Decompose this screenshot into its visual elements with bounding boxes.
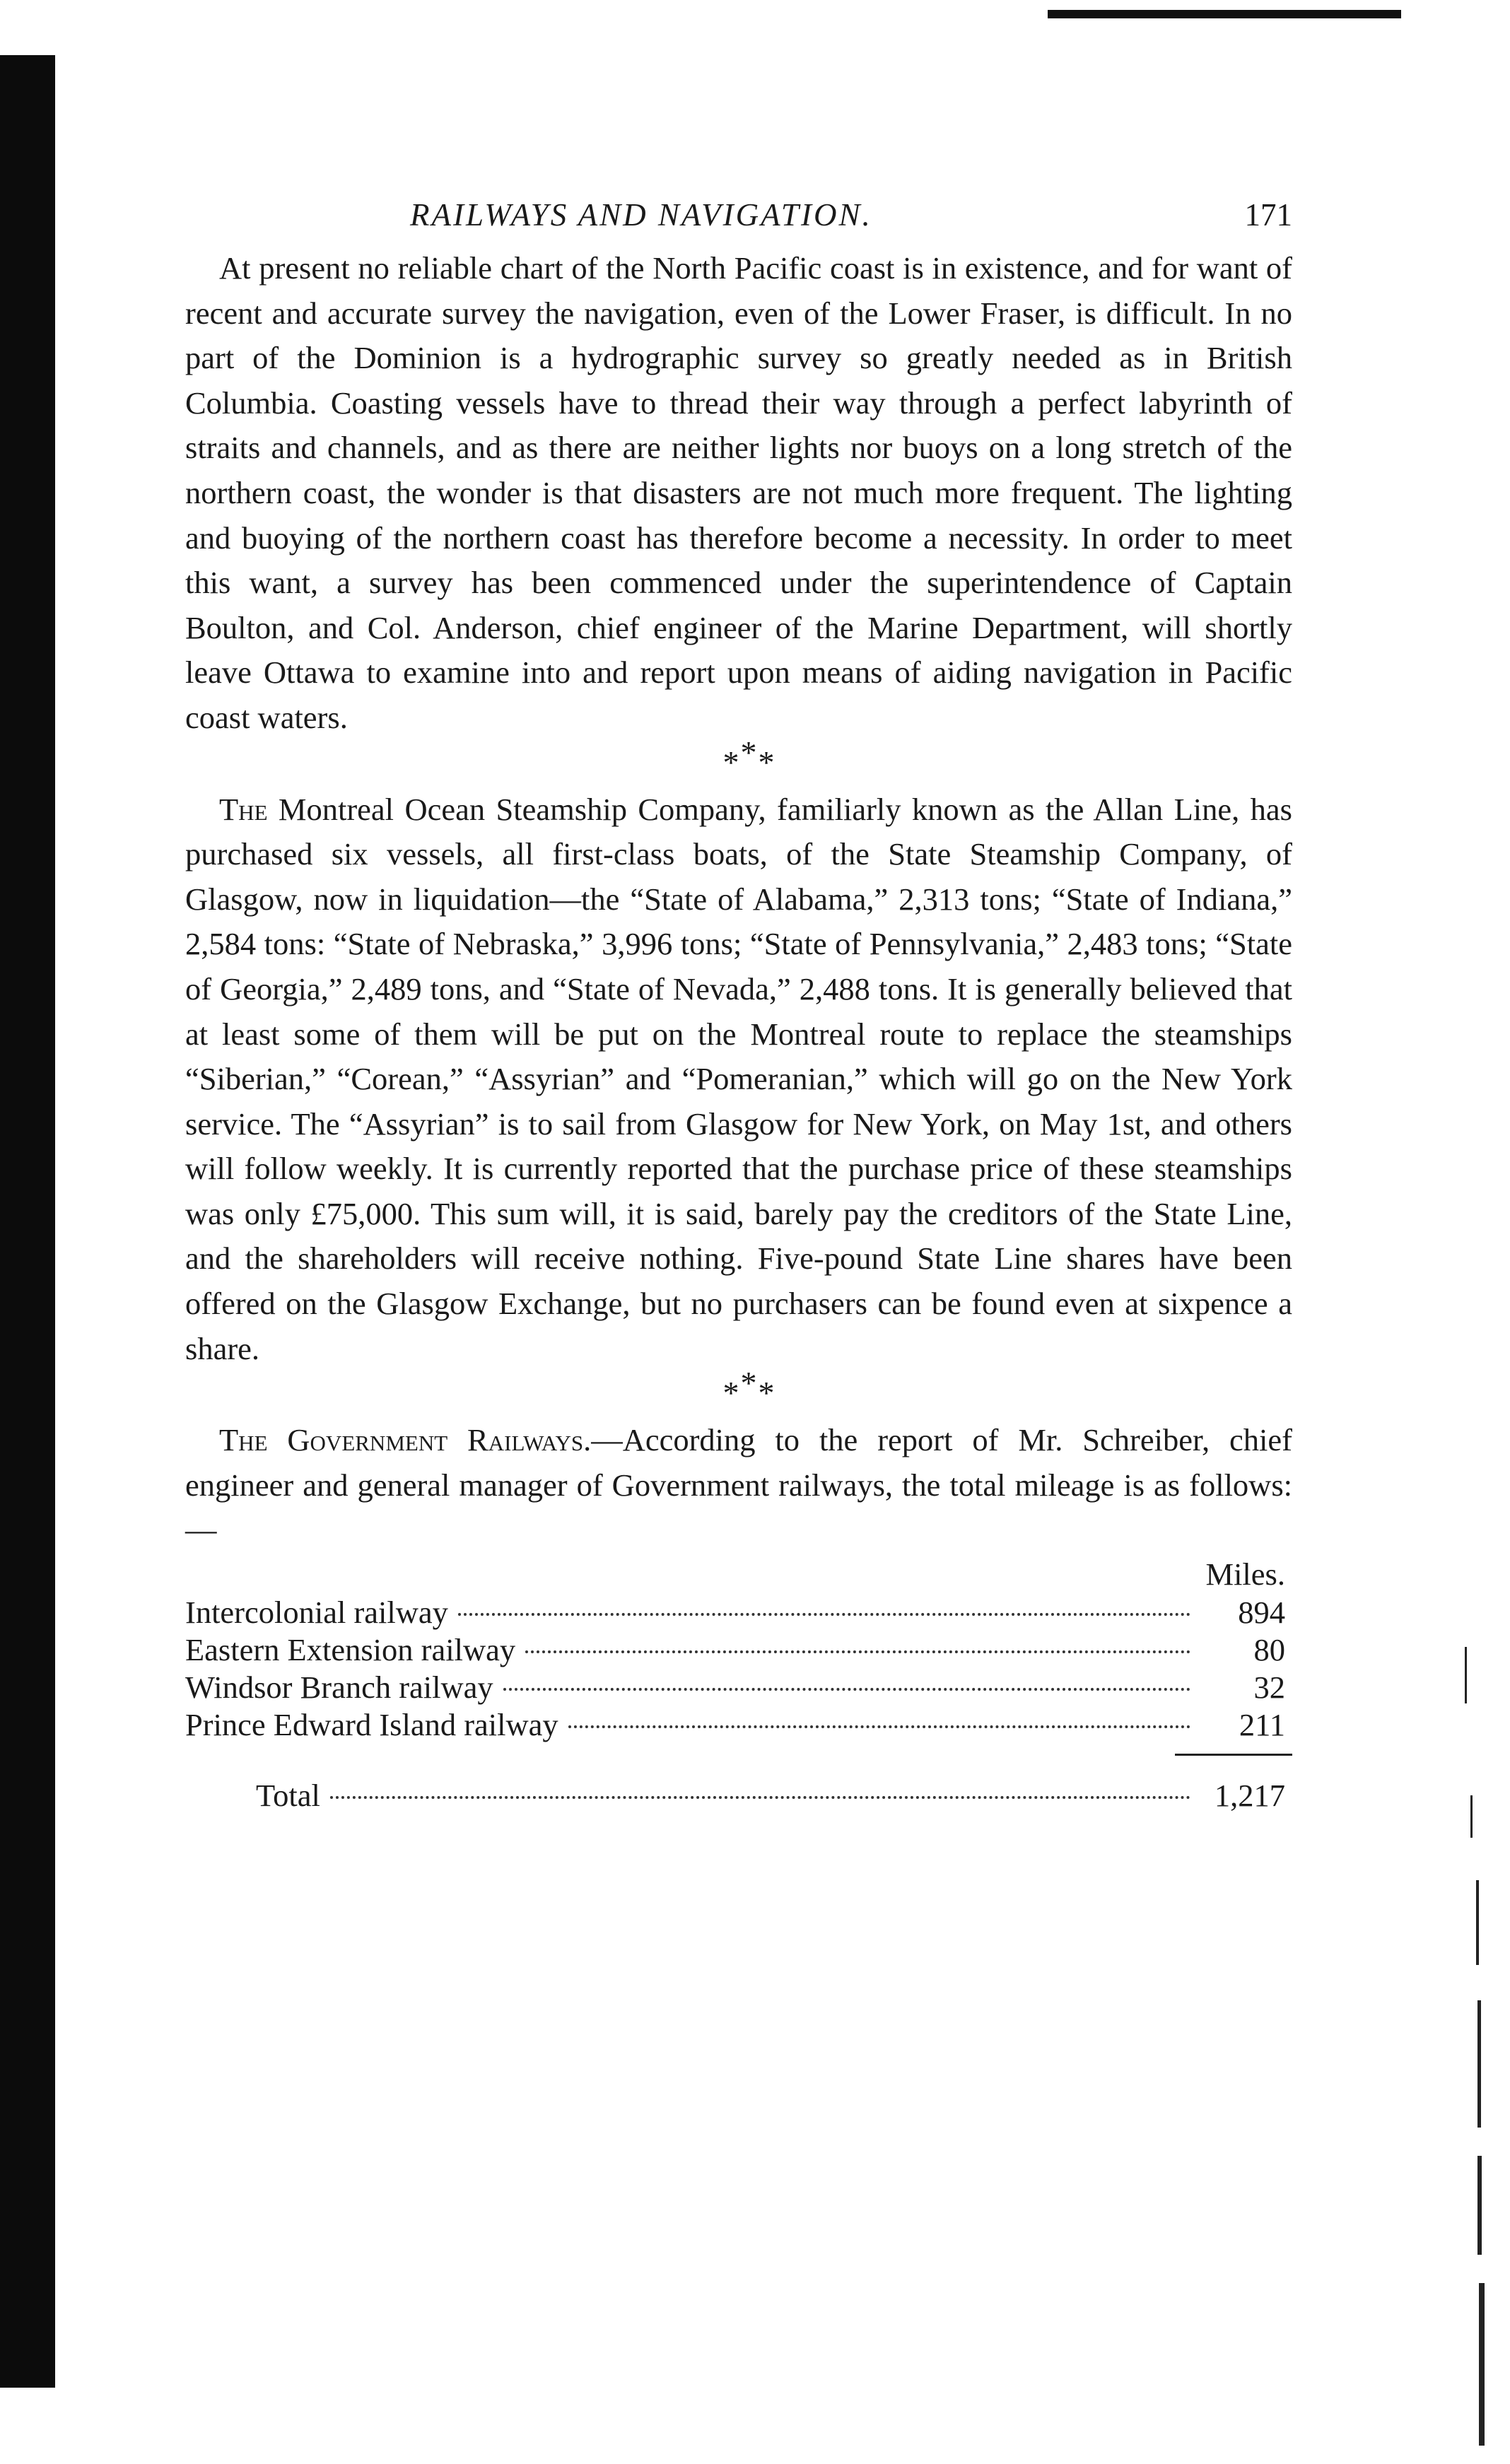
- book-page: [185, 189, 1292, 1814]
- dot-leader: [525, 1650, 1190, 1653]
- table-row: [185, 1594, 1292, 1631]
- section-separator: ***: [722, 734, 776, 780]
- total-row: [185, 1777, 1292, 1814]
- table-unit-header: Miles.: [1205, 1556, 1285, 1592]
- railway-name: Eastern Extension railway: [185, 1632, 516, 1668]
- paragraph-body: —According to the report of Mr. Schreiber, chief engineer and general manager of Government railways, the total mileage is as follows:—: [185, 1422, 1292, 1548]
- table-row: [185, 1631, 1292, 1669]
- railway-name: Prince Edward Island railway: [185, 1707, 558, 1743]
- dot-leader: [458, 1613, 1190, 1616]
- railway-miles: 32: [1253, 1670, 1285, 1706]
- running-head-title: RAILWAYS AND NAVIGATION.: [410, 197, 872, 233]
- railway-name: Windsor Branch railway: [185, 1670, 493, 1706]
- page-number: 171: [1244, 197, 1292, 233]
- section-separator: ***: [722, 1365, 776, 1412]
- dot-leader: [330, 1796, 1190, 1799]
- sum-rule: [1175, 1754, 1292, 1756]
- scan-binding-edge: [0, 55, 55, 2388]
- scan-top-rule: [1048, 10, 1401, 18]
- railway-miles: 80: [1253, 1632, 1285, 1668]
- scan-margin-marks: [1456, 1647, 1499, 2460]
- railway-name: Intercolonial railway: [185, 1595, 448, 1631]
- paragraph-body: Montreal Ocean Steamship Company, familiarly known as the Allan Line, has purchased six vessels, all first-class boats, of the State Steamship Company, of Glasgow, now in liquidation—the “State of Alabama,” 2,313 tons; “State of Indiana,” 2,584 tons: “State of Nebraska,” 3,996 tons; “State of Pennsylvania,” 2,483 tons; “State of Georgia,” 2,489 tons, and “State of Nevada,” 2,488 tons. It is generally believed that at least some of them will be put on the Montreal route to replace the steamships “Siberian,” “Corean,” “Assyrian” and “Pomeranian,” which will go on the New York service. The “Assyrian” is to sail from Glasgow for New York, on May 1st, and others will follow weekly. It is currently reported that the purchase price of these steamships was only £75,000. This sum will, it is said, barely pay the creditors of the State Line, and the shareholders will receive nothing. Five-pound State Line shares have been offered on the Glasgow Exchange, but no purchasers can be found even at sixpence a share.: [185, 791, 1292, 1366]
- table-row: [185, 1706, 1292, 1744]
- paragraph-lead-heading: The Government Railways.: [219, 1422, 592, 1458]
- mileage-table: [185, 1594, 1292, 1814]
- paragraph-allan-line: [185, 787, 1292, 1372]
- dot-leader: [568, 1725, 1190, 1728]
- railway-miles: 211: [1239, 1707, 1285, 1743]
- paragraph-lead-word: The: [219, 791, 268, 827]
- total-miles: 1,217: [1214, 1778, 1285, 1814]
- running-head: [185, 189, 1292, 246]
- railway-miles: 894: [1238, 1595, 1285, 1631]
- table-row: [185, 1669, 1292, 1706]
- paragraph-government-railways: [185, 1418, 1292, 1553]
- dot-leader: [503, 1688, 1190, 1691]
- total-label: Total: [256, 1778, 320, 1814]
- paragraph-pacific-survey: At present no reliable chart of the North Pacific coast is in existence, and for want of recent and accurate survey the navigation, even of the Lower Fraser, is difficult. In no part of the Dominion is a hydrographic survey so greatly needed as in British Columbia. Coasting vessels have to thread their way through a perfect labyrinth of straits and channels, and as there are neither lights nor buoys on a long stretch of the northern coast, the wonder is that disasters are not much more frequent. The lighting and buoying of the northern coast has therefore become a necessity. In order to meet this want, a survey has been commenced under the superintendence of Captain Boulton, and Col. Anderson, chief engineer of the Marine Department, will shortly leave Ottawa to examine into and report upon means of aiding navigation in Pacific coast waters.: [185, 250, 1292, 735]
